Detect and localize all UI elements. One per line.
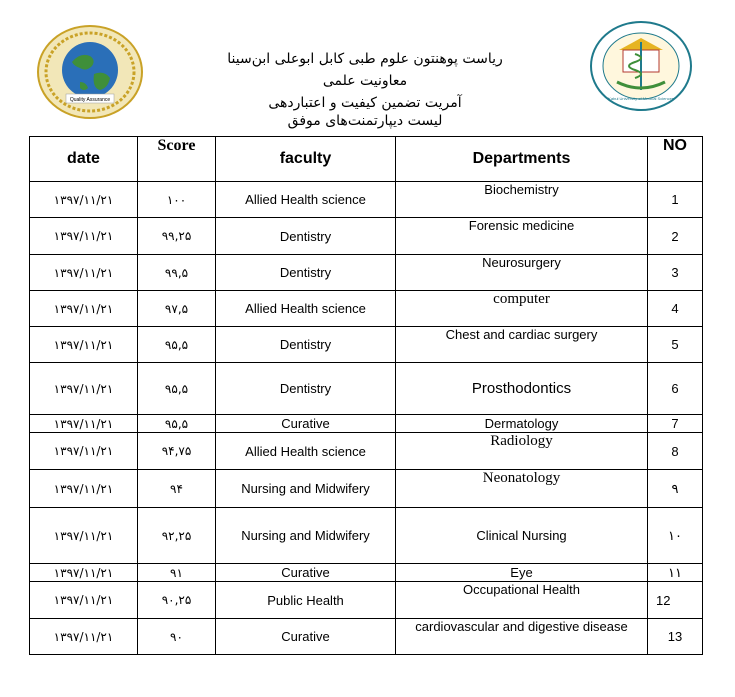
cell-score: ۹۱	[138, 564, 216, 582]
cell-faculty: Dentistry	[216, 327, 396, 363]
cell-no: 13	[648, 619, 703, 655]
cell-department: Dermatology	[396, 415, 648, 433]
column-header-date: date	[30, 137, 138, 182]
cell-no: ۱۰	[648, 508, 703, 564]
cell-date: ۱۳۹۷/۱۱/۲۱	[30, 582, 138, 619]
cell-score: ۹۷,۵	[138, 291, 216, 327]
cell-no: 7	[648, 415, 703, 433]
cell-score: ۹۹,۵	[138, 255, 216, 291]
cell-faculty: Dentistry	[216, 255, 396, 291]
cell-no: 2	[648, 218, 703, 255]
cell-date: ۱۳۹۷/۱۱/۲۱	[30, 433, 138, 470]
cell-faculty: Curative	[216, 619, 396, 655]
cell-score: ۱۰۰	[138, 182, 216, 218]
table-row	[30, 470, 703, 508]
cell-score: ۹۵,۵	[138, 363, 216, 415]
cell-no: 8	[648, 433, 703, 470]
cell-department: Chest and cardiac surgery	[396, 327, 648, 363]
table-row	[30, 255, 703, 291]
table-header-row	[30, 137, 703, 182]
cell-date: ۱۳۹۷/۱۱/۲۱	[30, 291, 138, 327]
cell-department: Neonatology	[396, 470, 648, 508]
column-header-faculty: faculty	[216, 137, 396, 182]
cell-date: ۱۳۹۷/۱۱/۲۱	[30, 327, 138, 363]
cell-score: ۹۵,۵	[138, 327, 216, 363]
cell-department: cardiovascular and digestive disease	[396, 619, 648, 655]
column-header-score: Score	[138, 137, 216, 182]
cell-department: Forensic medicine	[396, 218, 648, 255]
cell-department: Biochemistry	[396, 182, 648, 218]
cell-department: Prosthodontics	[396, 363, 648, 415]
table-row	[30, 363, 703, 415]
cell-date: ۱۳۹۷/۱۱/۲۱	[30, 619, 138, 655]
cell-faculty: Allied Health science	[216, 182, 396, 218]
header-quality-directorate: آمریت تضمین کیفیت و اعتباردهی	[268, 95, 462, 111]
quality-assurance-emblem-icon	[36, 24, 144, 120]
column-header-departments: Departments	[396, 137, 648, 182]
table-row	[30, 619, 703, 655]
cell-no: 3	[648, 255, 703, 291]
cell-faculty: Curative	[216, 415, 396, 433]
table-row	[30, 182, 703, 218]
header-academic-deputy: معاونیت علمی	[322, 73, 408, 89]
table-row	[30, 291, 703, 327]
cell-faculty: Nursing and Midwifery	[216, 470, 396, 508]
cell-score: ۹۵,۵	[138, 415, 216, 433]
cell-department: Eye	[396, 564, 648, 582]
cell-score: ۹۰	[138, 619, 216, 655]
column-header-no: NO	[648, 137, 703, 182]
cell-score: ۹۰,۲۵	[138, 582, 216, 619]
cell-date: ۱۳۹۷/۱۱/۲۱	[30, 508, 138, 564]
cell-faculty: Allied Health science	[216, 433, 396, 470]
cell-score: ۹۹,۲۵	[138, 218, 216, 255]
cell-date: ۱۳۹۷/۱۱/۲۱	[30, 470, 138, 508]
cell-score: ۹۲,۲۵	[138, 508, 216, 564]
cell-date: ۱۳۹۷/۱۱/۲۱	[30, 182, 138, 218]
cell-faculty: Curative	[216, 564, 396, 582]
cell-faculty: Allied Health science	[216, 291, 396, 327]
cell-department: Occupational Health	[396, 582, 648, 619]
cell-faculty: Nursing and Midwifery	[216, 508, 396, 564]
departments-table	[29, 136, 703, 655]
university-seal-logo	[589, 20, 693, 112]
cell-department: Radiology	[396, 433, 648, 470]
cell-no: 1	[648, 182, 703, 218]
cell-date: ۱۳۹۷/۱۱/۲۱	[30, 564, 138, 582]
cell-no: ۱۱	[648, 564, 703, 582]
cell-date: ۱۳۹۷/۱۱/۲۱	[30, 255, 138, 291]
header-list-title: لیست دیپارتمنت‌های موفق	[287, 113, 443, 129]
table-row	[30, 508, 703, 564]
cell-no: 4	[648, 291, 703, 327]
table-row	[30, 415, 703, 433]
logo-left-text: Quality Assurance	[69, 97, 111, 103]
cell-department: Clinical Nursing	[396, 508, 648, 564]
cell-department: computer	[396, 291, 648, 327]
cell-date: ۱۳۹۷/۱۱/۲۱	[30, 415, 138, 433]
cell-score: ۹۴	[138, 470, 216, 508]
cell-no: 5	[648, 327, 703, 363]
cell-date: ۱۳۹۷/۱۱/۲۱	[30, 218, 138, 255]
cell-no: 12	[648, 582, 703, 619]
cell-no: ۹	[648, 470, 703, 508]
header-university-name: ریاست پوهنتون علوم طبی کابل ابوعلی ابن‌سینا	[227, 51, 503, 67]
quality-assurance-logo	[36, 24, 144, 120]
cell-score: ۹۴,۷۵	[138, 433, 216, 470]
cell-date: ۱۳۹۷/۱۱/۲۱	[30, 363, 138, 415]
table-row	[30, 218, 703, 255]
table-row	[30, 327, 703, 363]
cell-faculty: Public Health	[216, 582, 396, 619]
cell-no: 6	[648, 363, 703, 415]
cell-faculty: Dentistry	[216, 218, 396, 255]
logo-right-text: Kabul University of Medical Sciences	[608, 96, 674, 101]
table-row	[30, 564, 703, 582]
table-row	[30, 582, 703, 619]
cell-department: Neurosurgery	[396, 255, 648, 291]
university-seal-icon	[589, 20, 693, 112]
table-row	[30, 433, 703, 470]
cell-faculty: Dentistry	[216, 363, 396, 415]
